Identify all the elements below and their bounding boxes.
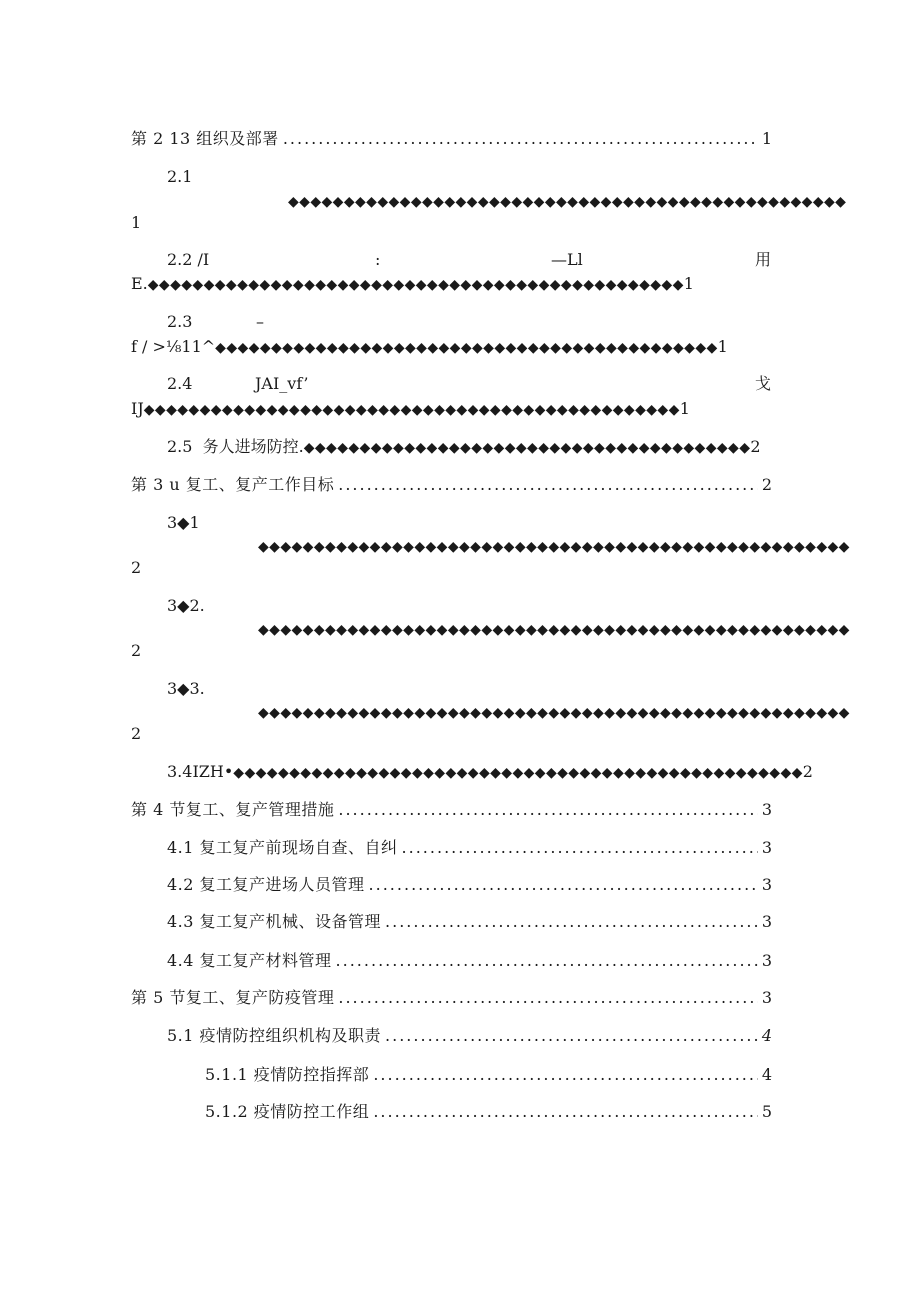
dot-leader [336, 951, 758, 971]
toc-entry-section-4[interactable] [131, 800, 772, 820]
toc-entry-3-2-number: 3◆2. [167, 596, 205, 615]
dot-leader [369, 875, 758, 895]
toc-entry-5-1-1[interactable] [205, 1065, 772, 1085]
toc-page-number: 3 [761, 988, 772, 1007]
toc-page-number: 4 [761, 1065, 772, 1084]
toc-entry-2-4-line2[interactable] [131, 399, 690, 420]
diamond-leader: ◆◆◆◆◆◆◆◆◆◆◆◆◆◆◆◆◆◆◆◆◆◆◆◆◆◆◆◆◆◆◆◆◆◆◆◆◆◆◆◆◆◆◆◆◆◆◆◆◆◆◆◆◆ [258, 705, 850, 721]
toc-label: 4.4 复工复产材料管理 [167, 951, 332, 970]
diamond-leader: ◆◆◆◆◆◆◆◆◆◆◆◆◆◆◆◆◆◆◆◆◆◆◆◆◆◆◆◆◆◆◆◆◆◆◆◆◆◆◆◆◆◆◆◆◆◆◆◆◆◆◆ [233, 765, 803, 781]
toc-entry-5-1-2[interactable] [205, 1102, 772, 1122]
toc-entry-number: 3.4IZH• [167, 762, 234, 781]
toc-label: 第 2 13 组织及部署 [131, 129, 279, 148]
toc-garbled-text: IJ [131, 399, 144, 418]
toc-page-number: 2 [131, 724, 142, 743]
dot-leader [385, 912, 758, 932]
toc-page-number: 5 [761, 1102, 772, 1121]
dot-leader [283, 129, 758, 149]
toc-garbled-text: JAI_vf’ [255, 374, 309, 393]
toc-page-number: 3 [761, 875, 772, 894]
toc-label: 4.2 复工复产进场人员管理 [167, 875, 365, 894]
diamond-leader: ◆◆◆◆◆◆◆◆◆◆◆◆◆◆◆◆◆◆◆◆◆◆◆◆◆◆◆◆◆◆◆◆◆◆◆◆◆◆◆◆ [303, 440, 751, 456]
toc-label: 第 3 u 复工、复产工作目标 [131, 475, 335, 494]
toc-label: 第 4 节复工、复产管理措施 [131, 800, 335, 819]
toc-page-number: 3 [761, 912, 772, 931]
dot-leader [373, 1065, 758, 1085]
toc-label: 第 5 节复工、复产防疫管理 [131, 988, 335, 1007]
toc-entry-2-1-number: 2.1 [167, 167, 193, 186]
toc-entry-section-3[interactable] [131, 475, 772, 495]
toc-label: 5.1.2 疫情防控工作组 [205, 1102, 370, 1121]
toc-entry-2-3-number: 2.3 [167, 312, 193, 331]
toc-garbled-text: —Ll [551, 250, 583, 269]
toc-entry-section-2[interactable] [131, 129, 772, 149]
diamond-leader: ◆◆◆◆◆◆◆◆◆◆◆◆◆◆◆◆◆◆◆◆◆◆◆◆◆◆◆◆◆◆◆◆◆◆◆◆◆◆◆◆◆◆◆◆◆◆◆◆◆◆ [288, 194, 847, 210]
toc-entry-2-3-line2[interactable] [131, 337, 728, 358]
dot-leader [373, 1102, 758, 1122]
toc-label: 5.1 疫情防控组织机构及职责 [167, 1026, 382, 1045]
toc-entry-2-2-line2[interactable] [131, 274, 694, 295]
toc-page-number: 2 [131, 558, 142, 577]
toc-entry-4-3[interactable] [167, 912, 772, 932]
toc-entry-4-1[interactable] [167, 838, 772, 858]
toc-page-number: 1 [131, 213, 142, 232]
toc-entry-3-4[interactable] [167, 762, 813, 783]
toc-entry-number: 2.5 [167, 437, 193, 456]
toc-label: 务人进场防控. [202, 437, 304, 456]
toc-page-number: 3 [761, 800, 772, 819]
toc-garbled-char: 用 [755, 250, 772, 269]
toc-entry-5-1[interactable] [167, 1026, 772, 1046]
toc-page-number: 2 [750, 437, 761, 456]
toc-page-number: 1 [761, 129, 772, 148]
dot-leader [338, 988, 757, 1008]
toc-page-number: 4 [761, 1026, 772, 1045]
toc-label: 4.3 复工复产机械、设备管理 [167, 912, 382, 931]
diamond-leader: ◆◆◆◆◆◆◆◆◆◆◆◆◆◆◆◆◆◆◆◆◆◆◆◆◆◆◆◆◆◆◆◆◆◆◆◆◆◆◆◆◆◆◆◆◆◆◆◆ [143, 402, 680, 418]
dot-leader [338, 800, 757, 820]
toc-entry-4-2[interactable] [167, 875, 772, 895]
dot-leader [338, 475, 758, 495]
toc-page-number: 2 [761, 475, 772, 494]
toc-label: 5.1.1 疫情防控指挥部 [205, 1065, 370, 1084]
diamond-leader: ◆◆◆◆◆◆◆◆◆◆◆◆◆◆◆◆◆◆◆◆◆◆◆◆◆◆◆◆◆◆◆◆◆◆◆◆◆◆◆◆◆◆◆◆◆◆◆◆ [147, 277, 684, 293]
toc-page-number: 3 [761, 951, 772, 970]
toc-page-number: 3 [761, 838, 772, 857]
toc-entry-2-2-number: 2.2 /I [167, 250, 210, 269]
toc-garbled-char: 戈 [755, 374, 772, 393]
toc-page-number: 1 [717, 337, 728, 356]
dot-leader [385, 1026, 758, 1046]
toc-page-number: 1 [679, 399, 690, 418]
diamond-leader: ◆◆◆◆◆◆◆◆◆◆◆◆◆◆◆◆◆◆◆◆◆◆◆◆◆◆◆◆◆◆◆◆◆◆◆◆◆◆◆◆◆◆◆◆◆ [215, 340, 718, 356]
toc-garbled-text: E. [131, 274, 148, 293]
toc-entry-3-1-number: 3◆1 [167, 513, 200, 532]
toc-page-number: 2 [131, 641, 142, 660]
toc-page-number: 2 [802, 762, 813, 781]
toc-entry-4-4[interactable] [167, 951, 772, 971]
diamond-leader: ◆◆◆◆◆◆◆◆◆◆◆◆◆◆◆◆◆◆◆◆◆◆◆◆◆◆◆◆◆◆◆◆◆◆◆◆◆◆◆◆◆◆◆◆◆◆◆◆◆◆◆◆◆ [258, 539, 850, 555]
dot-leader [402, 838, 758, 858]
toc-entry-3-3-number: 3◆3. [167, 679, 205, 698]
toc-colon: : [375, 250, 381, 269]
diamond-leader: ◆◆◆◆◆◆◆◆◆◆◆◆◆◆◆◆◆◆◆◆◆◆◆◆◆◆◆◆◆◆◆◆◆◆◆◆◆◆◆◆◆◆◆◆◆◆◆◆◆◆◆◆◆ [258, 622, 850, 638]
toc-entry-2-5[interactable] [167, 437, 761, 458]
toc-label: 4.1 复工复产前现场自查、自纠 [167, 838, 398, 857]
toc-dash: – [256, 312, 264, 331]
toc-entry-section-5[interactable] [131, 988, 772, 1008]
toc-garbled-text: f / >⅛11^ [131, 337, 216, 356]
toc-page-number: 1 [683, 274, 694, 293]
toc-entry-2-4-number: 2.4 [167, 374, 193, 393]
